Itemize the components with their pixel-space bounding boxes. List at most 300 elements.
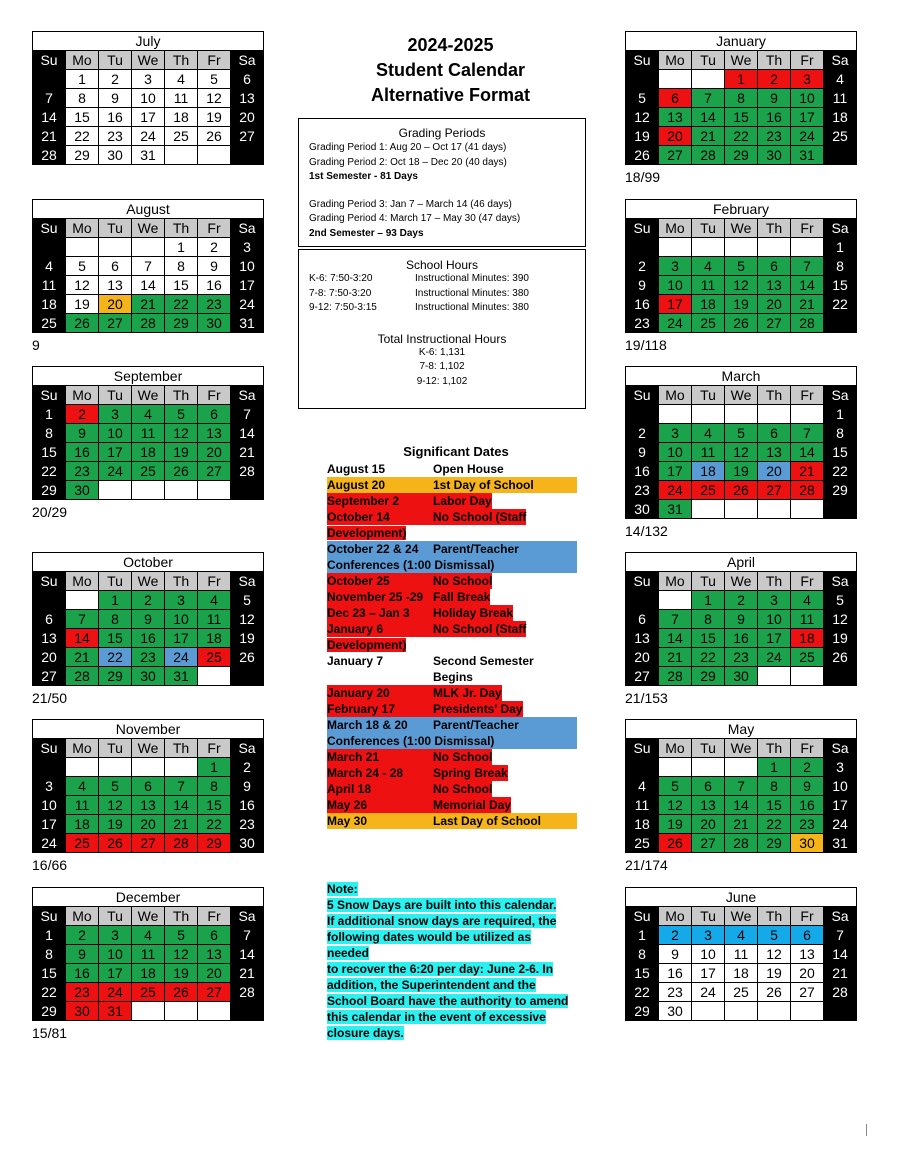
note-line: addition, the Superintendent and the (327, 978, 536, 992)
day-cell: 18 (132, 964, 165, 983)
day-cell: 21 (824, 964, 857, 983)
empty-day-cell (33, 70, 66, 89)
month-name: October (33, 553, 264, 572)
day-cell: 31 (165, 667, 198, 686)
day-cell: 23 (66, 462, 99, 481)
day-cell: 29 (165, 314, 198, 333)
day-cell: 14 (824, 945, 857, 964)
day-cell: 3 (692, 926, 725, 945)
school-hours-row (299, 287, 585, 302)
day-cell: 30 (725, 667, 758, 686)
day-cell: 22 (758, 815, 791, 834)
day-cell: 1 (725, 70, 758, 89)
day-cell: 2 (725, 591, 758, 610)
day-cell: 4 (66, 777, 99, 796)
event-label: Open House (433, 462, 504, 476)
semester-2-total: 2nd Semester – 93 Days (309, 227, 424, 239)
weekday-header: Su (626, 907, 659, 926)
day-cell: 22 (33, 983, 66, 1002)
day-cell: 28 (231, 462, 264, 481)
note-line: this calendar in the event of excessive (327, 1010, 546, 1024)
day-cell: 1 (692, 591, 725, 610)
weekday-header: Su (626, 51, 659, 70)
weekday-header: Mo (66, 572, 99, 591)
empty-day-cell (198, 667, 231, 686)
event-label: Fall Break (433, 590, 491, 604)
day-cell: 14 (725, 796, 758, 815)
day-cell: 8 (99, 610, 132, 629)
weekday-header: Sa (231, 51, 264, 70)
day-cell: 6 (198, 405, 231, 424)
day-cell: 19 (824, 629, 857, 648)
empty-day-cell (165, 1002, 198, 1021)
empty-day-cell (758, 667, 791, 686)
day-cell: 22 (198, 815, 231, 834)
day-cell: 5 (659, 777, 692, 796)
empty-day-cell (725, 1002, 758, 1021)
day-cell: 22 (824, 295, 857, 314)
day-cell: 27 (198, 462, 231, 481)
day-cell: 10 (33, 796, 66, 815)
empty-day-cell (626, 405, 659, 424)
empty-day-cell (132, 238, 165, 257)
day-cell: 7 (725, 777, 758, 796)
day-cell: 9 (758, 89, 791, 108)
weekday-header: Fr (198, 219, 231, 238)
month-calendar-october (32, 552, 264, 686)
month-day-totals: 20/29 (32, 504, 68, 520)
day-cell: 27 (33, 667, 66, 686)
day-cell: 1 (198, 758, 231, 777)
day-cell: 16 (198, 276, 231, 295)
day-cell: 5 (626, 89, 659, 108)
day-cell: 3 (99, 405, 132, 424)
event-label: No School (Staff (433, 622, 527, 636)
day-cell: 6 (132, 777, 165, 796)
weekday-header: Mo (66, 386, 99, 405)
day-cell: 13 (659, 108, 692, 127)
weekday-header: Mo (66, 739, 99, 758)
day-cell: 16 (66, 964, 99, 983)
month-calendar-september (32, 366, 264, 500)
day-cell: 19 (626, 127, 659, 146)
event-date: January 7 (327, 654, 384, 668)
day-cell: 13 (231, 89, 264, 108)
day-cell: 24 (231, 295, 264, 314)
weekday-header: Mo (659, 739, 692, 758)
weekday-header: Mo (66, 907, 99, 926)
day-cell: 19 (198, 108, 231, 127)
day-cell: 20 (626, 648, 659, 667)
day-cell: 15 (198, 796, 231, 815)
day-cell: 10 (824, 777, 857, 796)
weekday-header: Tu (692, 51, 725, 70)
day-cell: 17 (692, 964, 725, 983)
event-date: September 2 (327, 493, 433, 509)
month-day-totals: 9 (32, 337, 40, 353)
day-cell: 6 (758, 257, 791, 276)
day-cell: 14 (33, 108, 66, 127)
weekday-header: Mo (66, 51, 99, 70)
day-cell: 13 (758, 443, 791, 462)
empty-day-cell (824, 146, 857, 165)
day-cell: 25 (725, 983, 758, 1002)
day-cell: 14 (791, 443, 824, 462)
grade-hours: K-6: 7:50-3:20 (309, 273, 373, 284)
day-cell: 24 (659, 314, 692, 333)
weekday-header: Fr (791, 907, 824, 926)
grading-line: Grading Period 1: Aug 20 – Oct 17 (41 days) (309, 142, 507, 153)
grading-line: Grading Period 2: Oct 18 – Dec 20 (40 days) (309, 156, 507, 168)
day-cell: 31 (791, 146, 824, 165)
day-cell: 10 (132, 89, 165, 108)
month-calendar-march (625, 366, 857, 519)
day-cell: 27 (758, 314, 791, 333)
day-cell: 10 (659, 276, 692, 295)
day-cell: 9 (66, 945, 99, 964)
day-cell: 10 (659, 443, 692, 462)
day-cell: 24 (165, 648, 198, 667)
day-cell: 11 (725, 945, 758, 964)
day-cell: 11 (791, 610, 824, 629)
day-cell: 10 (99, 424, 132, 443)
total-hours-line: 7-8: 1,102 (419, 361, 465, 372)
day-cell: 30 (99, 146, 132, 165)
note-line: School Board have the authority to amend (327, 994, 569, 1008)
day-cell: 26 (725, 314, 758, 333)
day-cell: 11 (165, 89, 198, 108)
grading-title: Grading Periods (398, 126, 486, 140)
day-cell: 30 (132, 667, 165, 686)
day-cell: 17 (824, 796, 857, 815)
day-cell: 5 (198, 70, 231, 89)
day-cell: 8 (758, 777, 791, 796)
weekday-header: Th (758, 739, 791, 758)
day-cell: 21 (791, 462, 824, 481)
weekday-header: Th (758, 51, 791, 70)
day-cell: 30 (659, 1002, 692, 1021)
day-cell: 28 (824, 983, 857, 1002)
event-label: 1st Day of School (433, 478, 534, 492)
day-cell: 4 (692, 257, 725, 276)
semester-1-total: 1st Semester - 81 Days (309, 171, 418, 182)
note-line: following dates would be utilized as needed (327, 930, 532, 960)
day-cell: 11 (132, 424, 165, 443)
day-cell: 15 (824, 443, 857, 462)
day-cell: 7 (791, 424, 824, 443)
empty-day-cell (659, 405, 692, 424)
day-cell: 13 (692, 796, 725, 815)
day-cell: 18 (725, 964, 758, 983)
day-cell: 6 (758, 424, 791, 443)
event-label: Holiday Break (433, 606, 514, 620)
weekday-header: Th (165, 219, 198, 238)
event-label: No School (433, 782, 493, 796)
day-cell: 26 (165, 462, 198, 481)
event-label: Last Day of School (433, 814, 542, 828)
empty-day-cell (692, 238, 725, 257)
day-cell: 6 (99, 257, 132, 276)
month-calendar-july (32, 31, 264, 165)
month-calendar-may (625, 719, 857, 853)
day-cell: 11 (33, 276, 66, 295)
day-cell: 19 (758, 964, 791, 983)
day-cell: 17 (231, 276, 264, 295)
month-calendar-december (32, 887, 264, 1021)
day-cell: 14 (231, 424, 264, 443)
weekday-header: Fr (198, 739, 231, 758)
month-name: May (626, 720, 857, 739)
day-cell: 2 (231, 758, 264, 777)
snow-day-note (327, 881, 572, 1041)
day-cell: 6 (198, 926, 231, 945)
weekday-header: Fr (198, 386, 231, 405)
day-cell: 25 (824, 127, 857, 146)
day-cell: 6 (791, 926, 824, 945)
empty-day-cell (758, 1002, 791, 1021)
day-cell: 25 (692, 481, 725, 500)
day-cell: 9 (791, 777, 824, 796)
day-cell: 20 (231, 108, 264, 127)
day-cell: 11 (692, 276, 725, 295)
event-date: January 20 (327, 685, 433, 701)
day-cell: 28 (66, 667, 99, 686)
day-cell: 15 (165, 276, 198, 295)
day-cell: 25 (626, 834, 659, 853)
day-cell: 21 (659, 648, 692, 667)
empty-day-cell (725, 238, 758, 257)
significant-dates (327, 444, 577, 829)
empty-day-cell (33, 591, 66, 610)
day-cell: 22 (725, 127, 758, 146)
month-day-totals: 21/153 (625, 690, 668, 706)
month-name: April (626, 553, 857, 572)
day-cell: 19 (659, 815, 692, 834)
month-calendar-november (32, 719, 264, 853)
empty-day-cell (791, 500, 824, 519)
weekday-header: Fr (791, 51, 824, 70)
empty-day-cell (758, 405, 791, 424)
day-cell: 3 (132, 70, 165, 89)
day-cell: 1 (824, 405, 857, 424)
empty-day-cell (791, 405, 824, 424)
day-cell: 1 (99, 591, 132, 610)
day-cell: 1 (165, 238, 198, 257)
day-cell: 14 (791, 276, 824, 295)
weekday-header: Fr (791, 386, 824, 405)
day-cell: 15 (692, 629, 725, 648)
day-cell: 29 (99, 667, 132, 686)
event-date: October 25 (327, 573, 433, 589)
day-cell: 25 (165, 127, 198, 146)
grading-line: Grading Period 3: Jan 7 – March 14 (46 days) (309, 198, 512, 210)
weekday-header: We (725, 572, 758, 591)
weekday-header: We (132, 51, 165, 70)
day-cell: 22 (692, 648, 725, 667)
empty-day-cell (99, 481, 132, 500)
weekday-header: Sa (824, 572, 857, 591)
day-cell: 8 (725, 89, 758, 108)
weekday-header: Sa (824, 386, 857, 405)
event-row (327, 493, 577, 509)
events-list (327, 461, 577, 829)
day-cell: 25 (33, 314, 66, 333)
weekday-header: Fr (791, 739, 824, 758)
day-cell: 22 (824, 462, 857, 481)
day-cell: 7 (165, 777, 198, 796)
day-cell: 18 (198, 629, 231, 648)
day-cell: 20 (198, 443, 231, 462)
page-marker (866, 1124, 867, 1136)
empty-day-cell (132, 758, 165, 777)
event-row (327, 573, 577, 589)
day-cell: 25 (692, 314, 725, 333)
day-cell: 3 (659, 424, 692, 443)
day-cell: 12 (758, 945, 791, 964)
empty-day-cell (231, 481, 264, 500)
day-cell: 13 (99, 276, 132, 295)
day-cell: 17 (165, 629, 198, 648)
day-cell: 18 (692, 295, 725, 314)
day-cell: 9 (659, 945, 692, 964)
day-cell: 26 (165, 983, 198, 1002)
day-cell: 30 (231, 834, 264, 853)
weekday-header: We (725, 386, 758, 405)
day-cell: 4 (33, 257, 66, 276)
day-cell: 1 (66, 70, 99, 89)
day-cell: 12 (99, 796, 132, 815)
event-date: April 18 (327, 781, 433, 797)
weekday-header: Th (758, 907, 791, 926)
weekday-header: Tu (99, 907, 132, 926)
weekday-header: Su (626, 572, 659, 591)
day-cell: 5 (725, 424, 758, 443)
day-cell: 4 (692, 424, 725, 443)
day-cell: 15 (758, 796, 791, 815)
day-cell: 12 (165, 945, 198, 964)
day-cell: 21 (791, 295, 824, 314)
weekday-header: Sa (824, 907, 857, 926)
day-cell: 18 (132, 443, 165, 462)
empty-day-cell (791, 238, 824, 257)
day-cell: 9 (626, 276, 659, 295)
day-cell: 20 (659, 127, 692, 146)
month-name: November (33, 720, 264, 739)
day-cell: 9 (725, 610, 758, 629)
day-cell: 7 (231, 405, 264, 424)
day-cell: 8 (824, 424, 857, 443)
empty-day-cell (725, 758, 758, 777)
day-cell: 3 (33, 777, 66, 796)
event-date: August 20 (327, 478, 386, 492)
day-cell: 24 (758, 648, 791, 667)
day-cell: 5 (758, 926, 791, 945)
empty-day-cell (198, 481, 231, 500)
day-cell: 20 (758, 462, 791, 481)
note-line: Note: (327, 882, 358, 896)
event-label: No School (Staff (433, 510, 527, 524)
day-cell: 23 (626, 481, 659, 500)
day-cell: 2 (66, 926, 99, 945)
day-cell: 8 (33, 945, 66, 964)
event-row (327, 541, 577, 573)
day-cell: 7 (66, 610, 99, 629)
month-day-totals: 15/81 (32, 1025, 68, 1041)
day-cell: 21 (725, 815, 758, 834)
day-cell: 14 (231, 945, 264, 964)
day-cell: 9 (132, 610, 165, 629)
empty-day-cell (626, 758, 659, 777)
day-cell: 26 (725, 481, 758, 500)
empty-day-cell (165, 481, 198, 500)
empty-day-cell (33, 758, 66, 777)
day-cell: 18 (791, 629, 824, 648)
empty-day-cell (692, 758, 725, 777)
weekday-header: Th (758, 386, 791, 405)
day-cell: 17 (659, 462, 692, 481)
day-cell: 23 (791, 815, 824, 834)
day-cell: 11 (626, 796, 659, 815)
month-day-totals: 18/99 (625, 169, 661, 185)
day-cell: 11 (824, 89, 857, 108)
weekday-header: We (725, 739, 758, 758)
day-cell: 6 (33, 610, 66, 629)
day-cell: 22 (66, 127, 99, 146)
day-cell: 5 (725, 257, 758, 276)
day-cell: 17 (791, 108, 824, 127)
month-name: September (33, 367, 264, 386)
day-cell: 8 (165, 257, 198, 276)
day-cell: 16 (659, 964, 692, 983)
day-cell: 13 (198, 945, 231, 964)
weekday-header: We (132, 739, 165, 758)
day-cell: 18 (33, 295, 66, 314)
weekday-header: We (725, 219, 758, 238)
day-cell: 21 (692, 127, 725, 146)
title-line: Student Calendar (375, 60, 526, 80)
day-cell: 21 (231, 443, 264, 462)
day-cell: 8 (824, 257, 857, 276)
empty-day-cell (791, 667, 824, 686)
month-calendar-february (625, 199, 857, 333)
empty-day-cell (824, 667, 857, 686)
day-cell: 15 (99, 629, 132, 648)
event-date: March 24 - 28 (327, 765, 433, 781)
empty-day-cell (824, 314, 857, 333)
empty-day-cell (198, 1002, 231, 1021)
day-cell: 8 (198, 777, 231, 796)
weekday-header: Tu (99, 739, 132, 758)
title-line: 2024-2025 (407, 35, 494, 55)
day-cell: 4 (132, 926, 165, 945)
day-cell: 28 (659, 667, 692, 686)
day-cell: 14 (66, 629, 99, 648)
empty-day-cell (692, 1002, 725, 1021)
month-calendar-june (625, 887, 857, 1021)
day-cell: 20 (791, 964, 824, 983)
month-day-totals: 19/118 (625, 337, 667, 353)
empty-day-cell (99, 238, 132, 257)
day-cell: 30 (198, 314, 231, 333)
total-hours-line: 9-12: 1,102 (416, 375, 468, 387)
day-cell: 26 (198, 127, 231, 146)
day-cell: 31 (132, 146, 165, 165)
day-cell: 1 (626, 926, 659, 945)
weekday-header: Mo (659, 907, 692, 926)
day-cell: 12 (725, 443, 758, 462)
event-label-continued: Development) (327, 526, 407, 540)
day-cell: 28 (791, 481, 824, 500)
